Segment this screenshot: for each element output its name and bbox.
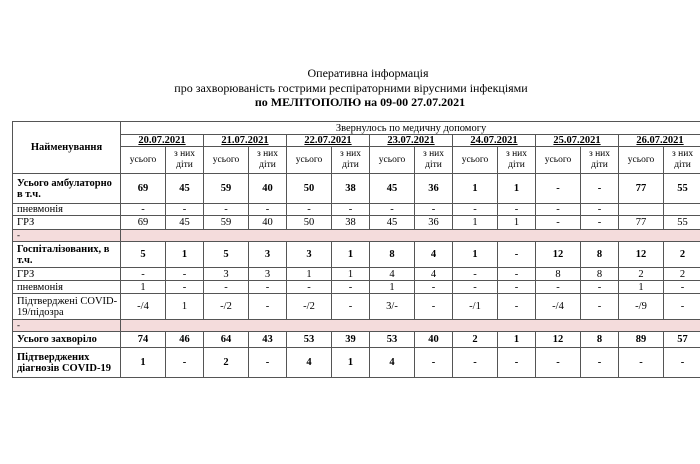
value-cell: 59 [204,216,249,230]
value-cell: 64 [204,332,249,348]
value-cell: 77 [619,174,664,204]
value-cell: - [453,348,498,378]
value-cell: - [415,348,453,378]
morbidity-table [12,121,700,378]
title-line-2: про захворюваність гострими респіраторними вірусними інфекціями [174,80,528,95]
date-header: 20.07.2021 [121,135,204,147]
value-cell: 12 [536,242,581,268]
value-cell: - [498,268,536,281]
value-cell: 8 [536,268,581,281]
value-cell: - [498,294,536,320]
value-cell: 45 [166,216,204,230]
value-cell: - [249,294,287,320]
value-cell: - [581,204,619,216]
value-cell: - [536,204,581,216]
separator-fill [121,320,700,332]
table-row [13,216,700,230]
value-cell: - [453,204,498,216]
title-line-3: по МЕЛІТОПОЛЮ на 09-00 27.07.2021 [254,95,466,109]
value-cell: - [498,281,536,294]
value-cell: - [453,268,498,281]
row-label: Усього захворіло [13,332,121,348]
value-cell: 46 [166,332,204,348]
value-cell: 8 [581,242,619,268]
row-label: Підтверджені COVID-19/підозра [13,294,121,320]
value-cell: - [415,281,453,294]
value-cell: - [166,348,204,378]
value-cell [664,204,700,216]
row-label: Госпіталізованих, в т.ч. [13,242,121,268]
date-header: 21.07.2021 [204,135,287,147]
table-row [13,268,700,281]
value-cell: 8 [581,332,619,348]
value-cell: - [166,268,204,281]
table-row [13,204,700,216]
value-cell: 5 [204,242,249,268]
subheader-children: з них діти [166,147,204,174]
value-cell: - [332,204,370,216]
value-cell: - [204,204,249,216]
row-label: ГРЗ [13,268,121,281]
value-cell [619,204,664,216]
value-cell: 1 [619,281,664,294]
value-cell: 1 [332,348,370,378]
value-cell: - [370,204,415,216]
value-cell: 38 [332,174,370,204]
value-cell: 3 [287,242,332,268]
value-cell: 2 [619,268,664,281]
table-row [13,332,700,348]
row-label: ГРЗ [13,216,121,230]
row-label: пневмонія [13,204,121,216]
value-cell: - [664,281,700,294]
date-header: 23.07.2021 [370,135,453,147]
value-cell: - [498,242,536,268]
value-cell: - [664,294,700,320]
value-cell: - [249,281,287,294]
value-cell: - [121,268,166,281]
value-cell: - [204,281,249,294]
value-cell: 2 [664,268,700,281]
value-cell: - [453,281,498,294]
value-cell: 69 [121,174,166,204]
table-row [13,294,700,320]
value-cell: 3 [204,268,249,281]
value-cell: 45 [166,174,204,204]
value-cell: 5 [121,242,166,268]
value-cell: 1 [166,242,204,268]
value-cell: 8 [581,268,619,281]
value-cell: 12 [536,332,581,348]
value-cell: - [166,204,204,216]
table-row [13,174,700,204]
value-cell: - [581,216,619,230]
title-line-1: Оперативна інформація [307,66,429,80]
table-row [13,281,700,294]
row-label: Підтверджених діагнозів COVID-19 [13,348,121,378]
value-cell: 38 [332,216,370,230]
value-cell: - [332,294,370,320]
separator-fill [121,230,700,242]
subheader-total: усього [287,147,332,174]
value-cell: 1 [166,294,204,320]
value-cell: - [536,174,581,204]
value-cell: - [121,204,166,216]
value-cell: 74 [121,332,166,348]
value-cell: 40 [415,332,453,348]
subheader-total: усього [121,147,166,174]
value-cell: 50 [287,174,332,204]
separator-row [13,230,700,242]
value-cell: 4 [370,348,415,378]
value-cell: - [332,281,370,294]
value-cell: - [536,348,581,378]
value-cell: - [664,348,700,378]
value-cell: 4 [287,348,332,378]
value-cell: 50 [287,216,332,230]
date-header: 22.07.2021 [287,135,370,147]
value-cell: - [166,281,204,294]
value-cell: 55 [664,174,700,204]
value-cell: 1 [121,281,166,294]
value-cell: 3 [249,268,287,281]
header-row-group [13,122,700,135]
value-cell: -/9 [619,294,664,320]
value-cell: 1 [498,216,536,230]
separator-mark: - [13,320,121,332]
value-cell: - [415,204,453,216]
group-header: Звернулось по медичну допомогу [121,122,700,135]
value-cell: 36 [415,174,453,204]
value-cell: - [415,294,453,320]
value-cell: - [498,204,536,216]
value-cell: 77 [619,216,664,230]
value-cell: 40 [249,174,287,204]
value-cell: - [249,348,287,378]
value-cell: 1 [453,174,498,204]
subheader-children: з них діти [664,147,700,174]
value-cell: 36 [415,216,453,230]
value-cell: 4 [415,268,453,281]
value-cell: 69 [121,216,166,230]
value-cell: 1 [370,281,415,294]
value-cell: 1 [332,268,370,281]
value-cell: 12 [619,242,664,268]
table-row [13,348,700,378]
value-cell: 2 [664,242,700,268]
value-cell: 1 [332,242,370,268]
subheader-total: усього [204,147,249,174]
date-header: 26.07.2021 [619,135,700,147]
value-cell: 89 [619,332,664,348]
value-cell: 8 [370,242,415,268]
report-title [0,66,700,110]
separator-mark: - [13,230,121,242]
value-cell: - [581,348,619,378]
subheader-total: усього [536,147,581,174]
value-cell: - [619,348,664,378]
value-cell: 40 [249,216,287,230]
value-cell: 1 [121,348,166,378]
value-cell: 39 [332,332,370,348]
value-cell: - [536,281,581,294]
value-cell: 53 [370,332,415,348]
table-row [13,242,700,268]
value-cell: 4 [415,242,453,268]
row-label: Усього амбулаторно в т.ч. [13,174,121,204]
separator-row [13,320,700,332]
value-cell: - [287,281,332,294]
value-cell: 59 [204,174,249,204]
value-cell: - [498,348,536,378]
value-cell: -/1 [453,294,498,320]
value-cell: -/2 [287,294,332,320]
value-cell: 1 [453,216,498,230]
value-cell: 3 [249,242,287,268]
value-cell: 1 [498,174,536,204]
value-cell: - [249,204,287,216]
value-cell: 1 [453,242,498,268]
value-cell: 55 [664,216,700,230]
value-cell: - [287,204,332,216]
value-cell: 3/- [370,294,415,320]
value-cell: 4 [370,268,415,281]
value-cell: 45 [370,216,415,230]
value-cell: -/4 [121,294,166,320]
value-cell: -/4 [536,294,581,320]
value-cell: 53 [287,332,332,348]
value-cell: - [581,281,619,294]
value-cell: 45 [370,174,415,204]
value-cell: 1 [287,268,332,281]
row-label: пневмонія [13,281,121,294]
value-cell: - [581,294,619,320]
value-cell: 43 [249,332,287,348]
date-header: 25.07.2021 [536,135,619,147]
subheader-children: з них діти [249,147,287,174]
value-cell: 57 [664,332,700,348]
value-cell: 2 [453,332,498,348]
value-cell: - [581,174,619,204]
subheader-children: з них діти [332,147,370,174]
subheader-children: з них діти [498,147,536,174]
subheader-children: з них діти [581,147,619,174]
value-cell: -/2 [204,294,249,320]
subheader-children: з них діти [415,147,453,174]
value-cell: 1 [498,332,536,348]
subheader-total: усього [619,147,664,174]
value-cell: - [536,216,581,230]
name-column-header: Найменування [13,122,121,174]
subheader-total: усього [370,147,415,174]
date-header: 24.07.2021 [453,135,536,147]
value-cell: 2 [204,348,249,378]
subheader-total: усього [453,147,498,174]
